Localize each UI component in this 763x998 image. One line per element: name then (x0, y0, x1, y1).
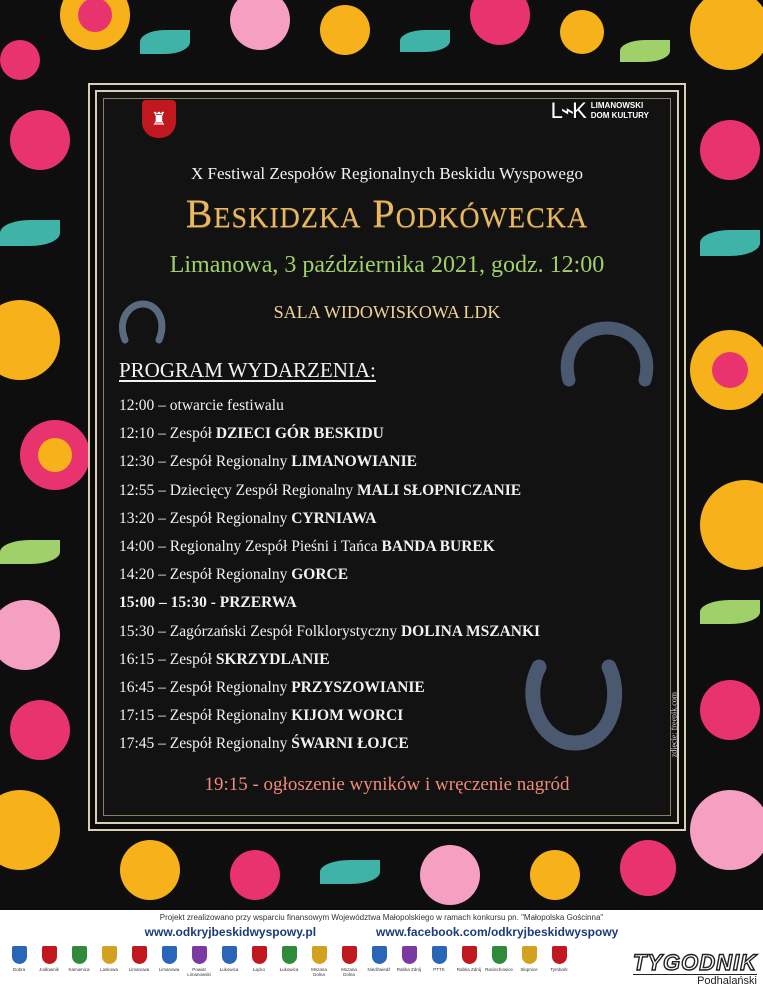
municipality-crest (276, 946, 302, 977)
crest-icon (42, 946, 57, 964)
municipality-crest (516, 946, 542, 977)
leaf-decoration (140, 30, 190, 54)
crest-icon (402, 946, 417, 964)
support-note: Projekt zrealizowano przy wsparciu finansowym Województwa Małopolskiego w ramach konkursu pn. "Małopolska Gościnna" (159, 913, 604, 922)
crest-icon (162, 946, 177, 964)
municipality-crest (306, 946, 332, 977)
crest-icon (522, 946, 537, 964)
flower-decoration (690, 0, 763, 70)
crest-label: Limanowa (128, 967, 150, 972)
program-break-item: 15:00 – 15:30 - PRZERWA (119, 594, 297, 612)
municipality-crest (6, 946, 32, 977)
crest-label: Dobra (12, 967, 26, 972)
program-item: 12:30 – Zespół Regionalny LIMANOWIANIE (119, 453, 417, 471)
crest-icon (312, 946, 327, 964)
footer-links (0, 925, 763, 939)
flower-decoration (700, 680, 760, 740)
flower-decoration (0, 790, 60, 870)
program-item: 16:45 – Zespół Regionalny PRZYSZOWIANIE (119, 678, 425, 696)
crest-icon (252, 946, 267, 964)
crest-label: Łukowica (279, 967, 299, 972)
flower-decoration (10, 110, 70, 170)
crest-icon (432, 946, 447, 964)
municipality-crest (546, 946, 572, 977)
ldk-name-line2: DOM KULTURY (590, 111, 649, 120)
crest-label: Łukowica (219, 967, 239, 972)
program-list (119, 392, 540, 758)
crest-label: Rabka Zdrój (456, 967, 482, 972)
crest-label: Niedźwiedź (367, 967, 391, 972)
flower-decoration (320, 5, 370, 55)
municipality-crest (486, 946, 512, 977)
crest-icon (12, 946, 27, 964)
municipality-crest (96, 946, 122, 977)
program-item: 14:00 – Regionalny Zespół Pieśni i Tańca BANDA BUREK (119, 537, 495, 555)
leaf-decoration (400, 30, 450, 52)
municipality-crest (426, 946, 452, 977)
ldk-logo-text (591, 101, 649, 121)
crest-icon (222, 946, 237, 964)
flower-decoration (700, 120, 760, 180)
crest-icon (552, 946, 567, 964)
municipality-crest (126, 946, 152, 977)
program-item: 12:10 – Zespół DZIECI GÓR BESKIDU (119, 425, 384, 443)
flower-decoration (620, 840, 676, 896)
crest-label: Tymbark (550, 967, 568, 972)
municipality-crest (66, 946, 92, 977)
leaf-decoration (700, 600, 760, 624)
ldk-logo-mark: L⌁K (550, 98, 585, 123)
sponsor-footer (0, 910, 763, 998)
program-item: 15:30 – Zagórzański Zespół Folklorystyczny DOLINA MSZANKI (119, 622, 541, 640)
crest-icon (342, 946, 357, 964)
crest-label: Jodłownik (39, 967, 59, 972)
crest-icon (372, 946, 387, 964)
crest-label: Łącko (252, 967, 265, 972)
horseshoe-icon (557, 320, 657, 400)
crest-label: Rabka Zdrój (396, 967, 422, 972)
festival-subtitle: X Festiwal Zespołów Regionalnych Beskidu Wyspowego (191, 164, 583, 183)
leaf-decoration (320, 860, 380, 884)
ldk-name-line1: LIMANOWSKI (590, 101, 644, 110)
crest-label: Kamienica (68, 967, 90, 972)
leaf-decoration (0, 220, 60, 246)
crest-label: Powiat Limanowski (187, 967, 211, 977)
program-item: 14:20 – Zespół Regionalny GORCE (119, 566, 349, 584)
crest-icon (492, 946, 507, 964)
crest-icon (72, 946, 87, 964)
poster-panel (95, 90, 679, 824)
horseshoe-icon (117, 300, 167, 350)
crest-icon (192, 946, 207, 964)
flower-decoration (0, 300, 60, 380)
municipality-crest (366, 946, 392, 977)
flower-decoration (38, 438, 72, 472)
flower-decoration (420, 845, 480, 905)
flower-decoration (10, 700, 70, 760)
crest-icon (102, 946, 117, 964)
municipality-crest (156, 946, 182, 977)
tygodnik-podhalanski-logo (633, 950, 757, 987)
event-date: Limanowa, 3 października 2021, godz. 12:00 (169, 252, 605, 278)
awards-announcement: 19:15 - ogłoszenie wyników i wręczenie nagród (204, 774, 570, 795)
municipality-crest (36, 946, 62, 977)
crest-icon (462, 946, 477, 964)
municipality-crest (456, 946, 482, 977)
festival-title: Beskidzka Podkówecka (185, 191, 589, 236)
municipality-crest (216, 946, 242, 977)
flower-decoration (690, 790, 763, 870)
flower-decoration (712, 352, 748, 388)
flower-decoration (120, 840, 180, 900)
leaf-decoration (0, 540, 60, 564)
program-item: 17:15 – Zespół Regionalny KIJOM WORCI (119, 707, 404, 725)
program-item: 17:45 – Zespół Regionalny ŚWARNI ŁOJCE (119, 735, 409, 753)
program-item: 16:15 – Zespół SKRZYDLANIE (119, 650, 330, 668)
crest-label: PTTK (433, 967, 445, 972)
program-item: 12:00 – otwarcie festiwalu (119, 397, 284, 414)
crest-label: Słopnice (520, 967, 538, 972)
website-link[interactable]: www.odkryjbeskidwyspowy.pl (144, 925, 317, 939)
flower-decoration (560, 10, 604, 54)
facebook-link[interactable]: www.facebook.com/odkryjbeskidwyspowy (376, 925, 619, 939)
brand-subname: Podhalański (633, 974, 757, 987)
crest-label: Limanowa (158, 967, 180, 972)
crest-label: Mszana Dolna (311, 967, 327, 977)
program-item: 13:20 – Zespół Regionalny CYRNIAWA (119, 509, 377, 527)
flower-decoration (530, 850, 580, 900)
flower-decoration (700, 480, 763, 570)
crest-icon (282, 946, 297, 964)
crest-label: Mszana Dolna (341, 967, 357, 977)
flower-decoration (230, 0, 290, 50)
crest-label: Laskowa (100, 967, 118, 972)
photo-credit: zdjęcie: freepik.com (669, 692, 678, 758)
municipality-crests (6, 946, 572, 977)
municipality-crest (336, 946, 362, 977)
brand-name: TYGODNIK (632, 950, 757, 975)
limanowa-crest-icon: ♜ (142, 100, 176, 138)
flower-decoration (230, 850, 280, 900)
municipality-crest (246, 946, 272, 977)
leaf-decoration (700, 230, 760, 256)
crest-label: Raciechowice (485, 967, 513, 972)
crest-icon (132, 946, 147, 964)
leaf-decoration (620, 40, 670, 62)
ldk-logo (551, 98, 649, 124)
program-item: 12:55 – Dziecięcy Zespół Regionalny MALI SŁOPNICZANIE (119, 481, 522, 499)
flower-decoration (0, 40, 40, 80)
municipality-crest (396, 946, 422, 977)
event-venue: SALA WIDOWISKOWA LDK (273, 302, 501, 322)
municipality-crest (186, 946, 212, 977)
flower-decoration (470, 0, 530, 45)
flower-decoration (0, 600, 60, 670)
program-heading: PROGRAM WYDARZENIA: (119, 358, 376, 382)
